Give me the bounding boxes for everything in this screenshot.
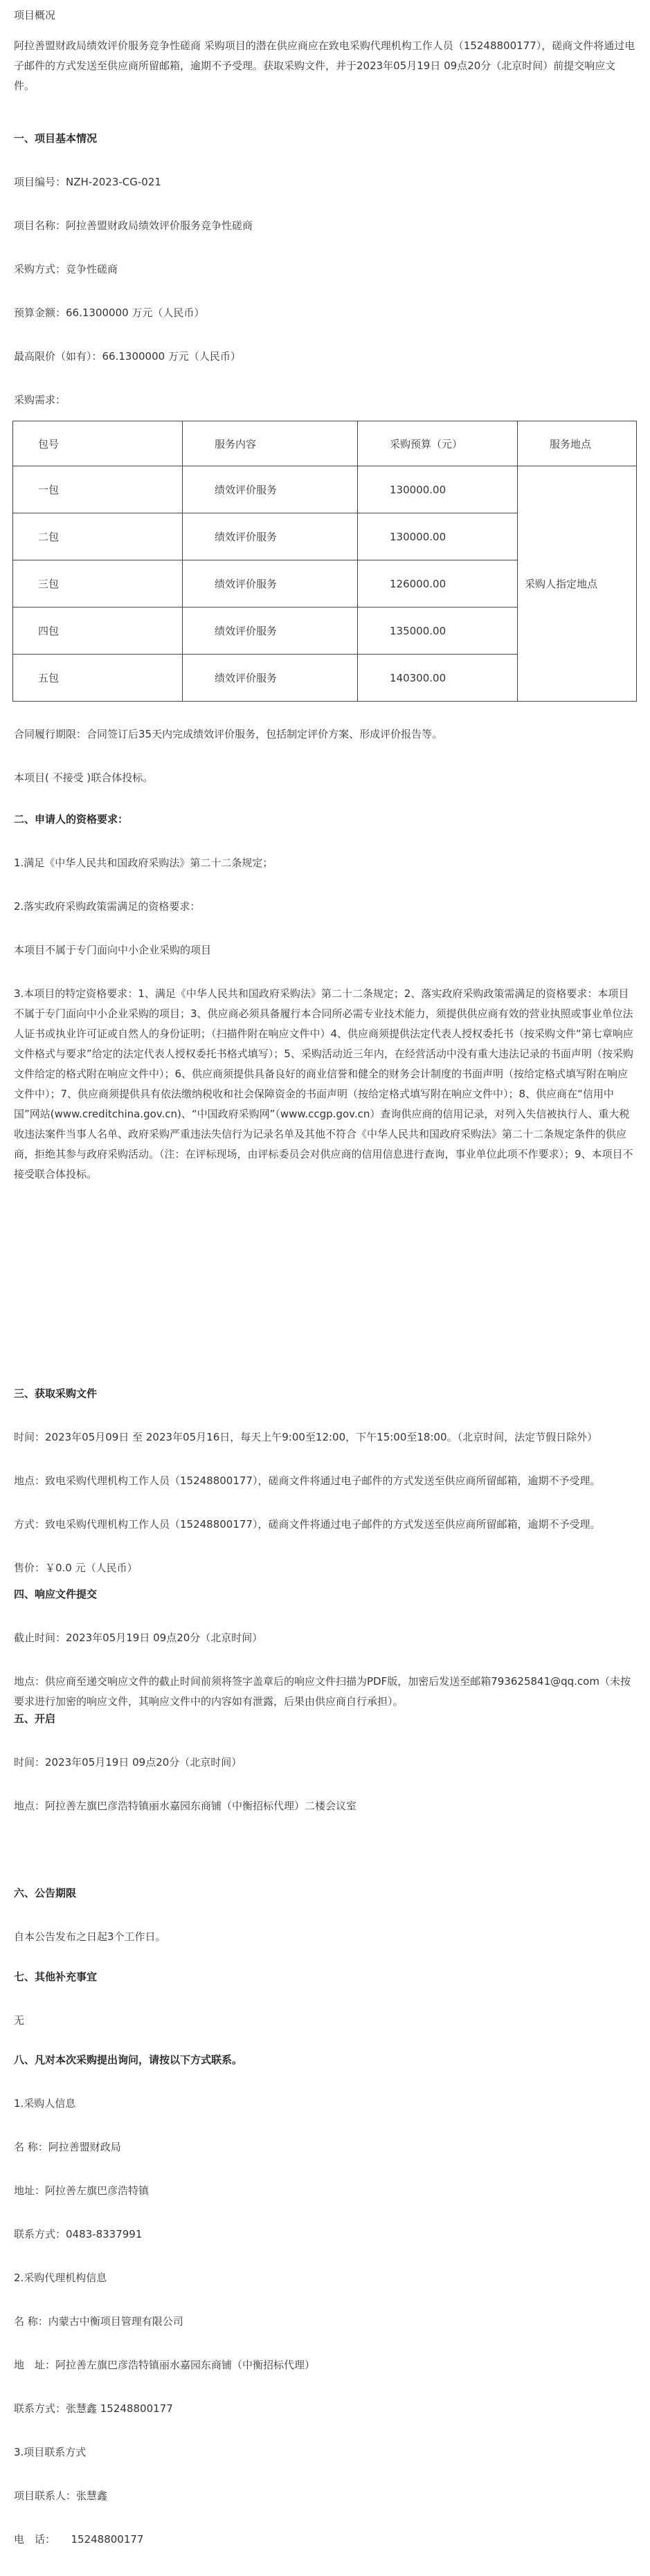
qualification-3: 本项目不属于专门面向中小企业采购的项目 [14, 944, 212, 956]
max-price: 最高限价（如有）：66.1300000 万元（人民币） [14, 350, 241, 363]
content-cell: 绩效评价服务 [183, 466, 358, 513]
package-cell: 三包 [13, 560, 183, 608]
content-cell: 绩效评价服务 [183, 608, 358, 655]
opening-time: 时间：2023年05月19日 09点20分（北京时间） [14, 1756, 242, 1769]
header-location: 服务地点 [518, 421, 637, 466]
purchaser-phone: 联系方式：0483-8337991 [14, 2228, 143, 2240]
budget-cell: 130000.00 [358, 466, 518, 513]
contract-section [0, 724, 650, 788]
section-submission [0, 1584, 650, 1712]
overview-section [0, 6, 650, 96]
project-contact-person: 项目联系人：张慧鑫 [14, 2490, 108, 2502]
purchaser-address: 地址：阿拉善左旗巴彦浩特镇 [14, 2184, 150, 2197]
agency-title: 2.采购代理机构信息 [14, 2272, 107, 2284]
procurement-needs: 采购需求： [14, 394, 66, 406]
procurement-method: 采购方式：竞争性磋商 [14, 263, 118, 275]
section-other [0, 1967, 650, 2031]
section-obtain-docs [0, 1384, 650, 1578]
obtain-place: 地点：致电采购代理机构工作人员（15248800177），磋商文件将通过电子邮件的方式发送至供应商所留邮箱，逾期不予受理。 [14, 1474, 601, 1487]
budget-cell: 130000.00 [358, 513, 518, 560]
section-heading: 四、响应文件提交 [14, 1588, 98, 1600]
purchaser-title: 1.采购人信息 [14, 2097, 76, 2110]
obtain-time: 时间：2023年05月09日 至 2023年05月16日，每天上午9:00至12:00，下午15:00至18:00。（北京时间，法定节假日除外） [14, 1431, 598, 1443]
budget-cell: 135000.00 [358, 608, 518, 655]
purchaser-name: 名 称：阿拉善盟财政局 [14, 2141, 121, 2153]
procurement-table [12, 421, 637, 702]
section-heading: 三、获取采购文件 [14, 1387, 98, 1400]
opening-place: 地点：阿拉善左旗巴彦浩特镇丽水嘉园东商铺（中衡招标代理）二楼会议室 [14, 1800, 357, 1812]
section-heading: 七、其他补充事宜 [14, 1971, 98, 1983]
section-basic-info [0, 129, 650, 410]
header-package: 包号 [13, 421, 183, 466]
submission-place: 地点：供应商至递交响应文件的截止时间前须将签字盖章后的响应文件扫描为PDF版，加密后发送至邮箱793625841@qq.com（未按要求进行加密的响应文件，其响应文件中的内容如有泄露，后果由供应商自行承担）。 [14, 1675, 631, 1708]
submission-deadline: 截止时间：2023年05月19日 09点20分（北京时间） [14, 1632, 263, 1644]
section-heading: 五、开启 [14, 1712, 56, 1725]
obtain-method: 方式：致电采购代理机构工作人员（15248800177），磋商文件将通过电子邮件的方式发送至供应商所留邮箱，逾期不予受理。 [14, 1518, 601, 1531]
joint-bid-note: 本项目( 不接受 )联合体投标。 [14, 771, 154, 784]
project-name: 项目名称：阿拉善盟财政局绩效评价服务竞争性磋商 [14, 219, 253, 232]
section-heading: 八、凡对本次采购提出询问，请按以下方式联系。 [14, 2054, 243, 2066]
section-qualification [0, 810, 650, 1185]
section-opening [0, 1709, 650, 1816]
budget-amount: 预算金额：66.1300000 万元（人民币） [14, 307, 205, 319]
notice-period-text: 自本公告发布之日起3个工作日。 [14, 1930, 166, 1943]
budget-cell: 126000.00 [358, 560, 518, 608]
location-cell: 采购人指定地点 [518, 466, 637, 702]
qualification-4: 3.本项目的特定资格要求：1、满足《中华人民共和国政府采购法》第二十二条规定；2、落实政府采购政策需满足的资格要求：本项目不属于专门面向中小企业采购的项目；3、供应商必须具备履行本合同所必需专业技术能力，须提供供应商有效的营业执照或事业单位法人证书或执业许可证或自然人的身份证明；（扫描件附在响应文件中）4、供应商须提供法定代表人授权委托书（按采购文件“第七章响应文件格式与要求”给定的法定代表人授权委托书格式填写）；5、采购活动近三年内，在经营活动中没有重大违法记录的书面声明（按采购文件给定的格式附在响应文件中）；6、供应商须提供具备良好的商业信誉和健全的财务会计制度的书面声明（按给定格式填写附在响应文件中）；7、供应商须提供具有依法缴纳税收和社会保障资金的书面声明（按给定格式填写附在响应文件中）；8、供应商在“信用中国”网站(www.creditchina.gov.cn)、“中国政府采购网”（www.ccgp.gov.cn）查询供应商的信用记录，对列入失信被执行人、重大税收违法案件当事人名单、政府采购严重违法失信行为记录名单及其他不符合《中华人民共和国政府采购法》第二十二条规定条件的供应商，拒绝其参与政府采购活动。（注：在评标现场，由评标委员会对供应商的信用信息进行查询，事业单位此项不作要求）；9、本项目不接受联合体投标。 [14, 987, 633, 1180]
header-content: 服务内容 [183, 421, 358, 466]
package-cell: 二包 [13, 513, 183, 560]
qualification-2: 2.落实政府采购政策需满足的资格要求： [14, 900, 201, 913]
content-cell: 绩效评价服务 [183, 655, 358, 702]
overview-text: 阿拉善盟财政局绩效评价服务竞争性磋商 采购项目的潜在供应商应在致电采购代理机构工作人员（15248800177），磋商文件将通过电子邮件的方式发送至供应商所留邮箱，逾期不予受理。获取采购文件，并于2023年05月19日 09点20分（北京时间）前提交响应文件。 [14, 39, 635, 92]
package-cell: 五包 [13, 655, 183, 702]
package-cell: 四包 [13, 608, 183, 655]
content-cell: 绩效评价服务 [183, 513, 358, 560]
qualification-1: 1.满足《中华人民共和国政府采购法》第二十二条规定； [14, 857, 273, 869]
agency-phone: 联系方式：张慧鑫 15248800177 [14, 2402, 173, 2415]
section-notice-period [0, 1883, 650, 1947]
section-heading: 六、公告期限 [14, 1887, 77, 1899]
overview-heading: 项目概况 [14, 9, 56, 21]
project-contact-title: 3.项目联系方式 [14, 2446, 87, 2458]
section-contact [0, 2050, 650, 2550]
header-budget: 采购预算（元） [358, 421, 518, 466]
table-row [13, 466, 637, 513]
table-header-row [13, 421, 637, 466]
other-text: 无 [14, 2014, 25, 2027]
agency-name: 名 称：内蒙古中衡项目管理有限公司 [14, 2315, 183, 2328]
project-contact-phone: 电 话： 15248800177 [14, 2533, 144, 2546]
doc-price: 售价：￥0.0 元（人民币） [14, 1562, 138, 1574]
content-cell: 绩效评价服务 [183, 560, 358, 608]
procurement-table-wrap [0, 421, 650, 702]
budget-cell: 140300.00 [358, 655, 518, 702]
project-number: 项目编号：NZH-2023-CG-021 [14, 176, 161, 188]
contract-term: 合同履行期限：合同签订后35天内完成绩效评价服务，包括制定评价方案、形成评价报告等。 [14, 728, 443, 740]
section-heading: 一、项目基本情况 [14, 132, 98, 145]
package-cell: 一包 [13, 466, 183, 513]
section-heading: 二、申请人的资格要求： [14, 813, 129, 825]
agency-address: 地 址：阿拉善左旗巴彦浩特镇丽水嘉园东商铺（中衡招标代理） [14, 2359, 316, 2371]
